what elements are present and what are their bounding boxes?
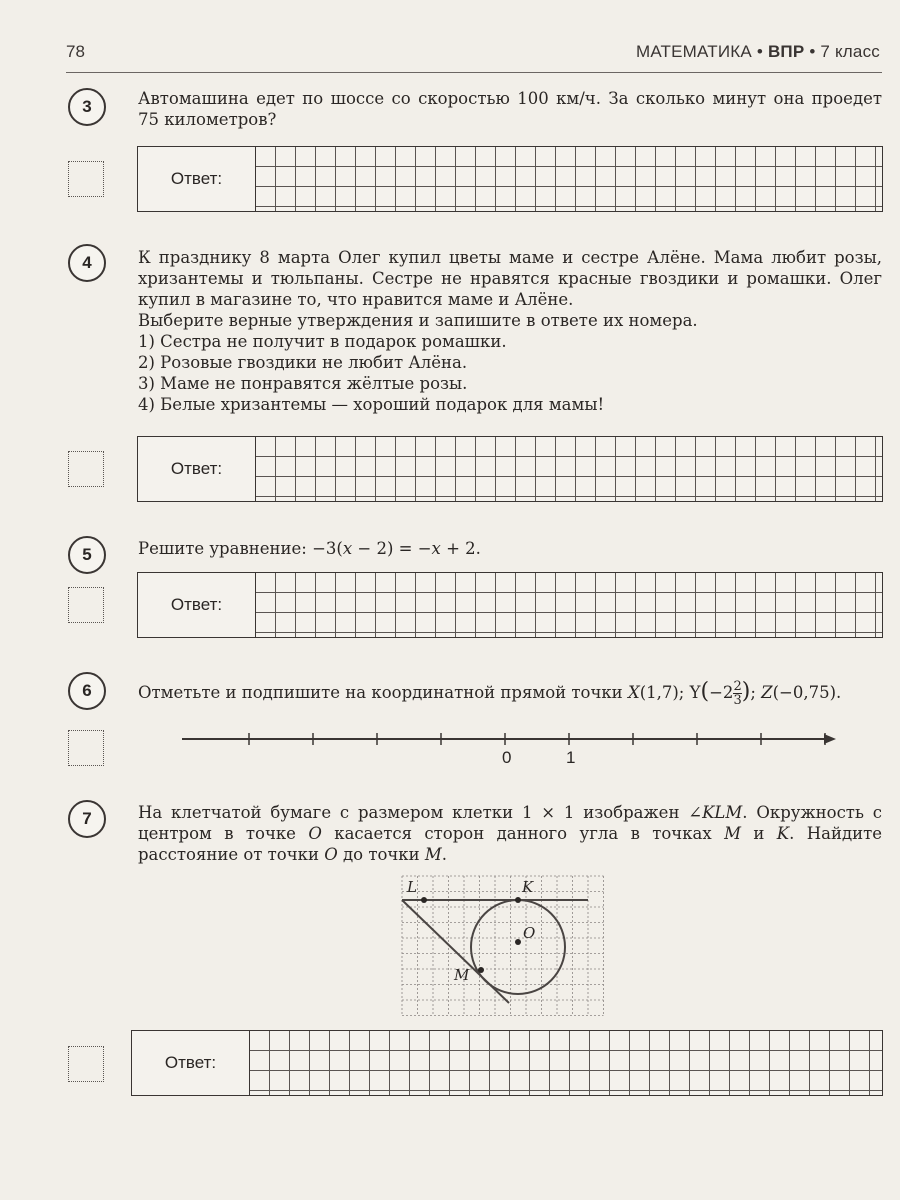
point-m	[478, 967, 484, 973]
point-o	[515, 939, 521, 945]
answer-label: Ответ:	[138, 147, 256, 211]
tick-label-0: 0	[502, 748, 512, 767]
score-box-6[interactable]	[68, 730, 104, 766]
question-4-option-2: 2) Розовые гвоздики не любит Алёна.	[138, 353, 468, 372]
answer-grid[interactable]	[256, 437, 882, 501]
question-number-7: 7	[68, 800, 106, 838]
grade: 7 класс	[820, 42, 880, 61]
point-k	[515, 897, 521, 903]
exam-name: ВПР	[767, 42, 805, 61]
answer-box-5[interactable]	[137, 572, 883, 638]
question-4-intro: К празднику 8 марта Олег купил цветы маме и сестре Алёне. Мама любит розы, хризантемы и тюльпаны. Сестре не нравятся красные гвоздики и ромашки. Олег купил в магазине то, что нравится маме и Алёне.	[138, 248, 882, 309]
question-number-5: 5	[68, 536, 106, 574]
bullet: •	[809, 42, 816, 61]
question-3-text: Автомашина едет по шоссе со скоростью 100 км/ч. За сколько минут она проедет 75 километров?	[138, 89, 882, 129]
question-number-6: 6	[68, 672, 106, 710]
number-line-arrow	[824, 734, 836, 744]
page-number: 78	[66, 42, 85, 61]
score-box-4[interactable]	[68, 451, 104, 487]
question-4-option-3: 3) Маме не понравятся жёлтые розы.	[138, 374, 468, 393]
label-k: K	[522, 878, 534, 896]
answer-grid[interactable]	[256, 147, 882, 211]
answer-grid[interactable]	[256, 573, 882, 637]
label-o: O	[523, 924, 536, 942]
score-box-5[interactable]	[68, 587, 104, 623]
geometry-figure	[380, 870, 620, 1016]
answer-grid[interactable]	[250, 1031, 882, 1095]
score-box-7[interactable]	[68, 1046, 104, 1082]
point-l	[421, 897, 427, 903]
question-6-text: Отметьте и подпишите на координатной прямой точки X(1,7); Y(−2 $\frac{2}{3}$ ); Z(−0,75).	[138, 679, 842, 708]
answer-box-4[interactable]	[137, 436, 883, 502]
question-7-text: На клетчатой бумаге с размером клетки 1 × 1 изображен ∠KLM. Окружность с центром в точке O касается сторон данного угла в точках M и K. Найдите расстояние от точки O до точки M.	[138, 803, 883, 864]
question-4-option-4: 4) Белые хризантемы — хороший подарок для мамы!	[138, 395, 605, 414]
answer-label: Ответ:	[138, 573, 256, 637]
answer-label: Ответ:	[132, 1031, 250, 1095]
question-4-option-1: 1) Сестра не получит в подарок ромашки.	[138, 332, 507, 351]
answer-label: Ответ:	[138, 437, 256, 501]
running-header	[636, 42, 880, 62]
question-4-text	[138, 247, 882, 415]
question-number-4: 4	[68, 244, 106, 282]
label-m: M	[454, 966, 470, 984]
answer-box-3[interactable]	[137, 146, 883, 212]
question-5-text: Решите уравнение: −3(x − 2) = −x + 2.	[138, 539, 481, 558]
figure-grid	[402, 876, 604, 1016]
question-number-3: 3	[68, 88, 106, 126]
score-box-3[interactable]	[68, 161, 104, 197]
answer-box-7[interactable]	[131, 1030, 883, 1096]
label-l: L	[407, 878, 417, 896]
header-rule	[66, 72, 882, 73]
subject: МАТЕМАТИКА	[635, 42, 752, 61]
question-4-instruction: Выберите верные утверждения и запишите в ответе их номера.	[138, 311, 698, 330]
inscribed-circle	[471, 900, 565, 994]
bullet: •	[756, 42, 763, 61]
tick-label-1: 1	[566, 748, 576, 767]
